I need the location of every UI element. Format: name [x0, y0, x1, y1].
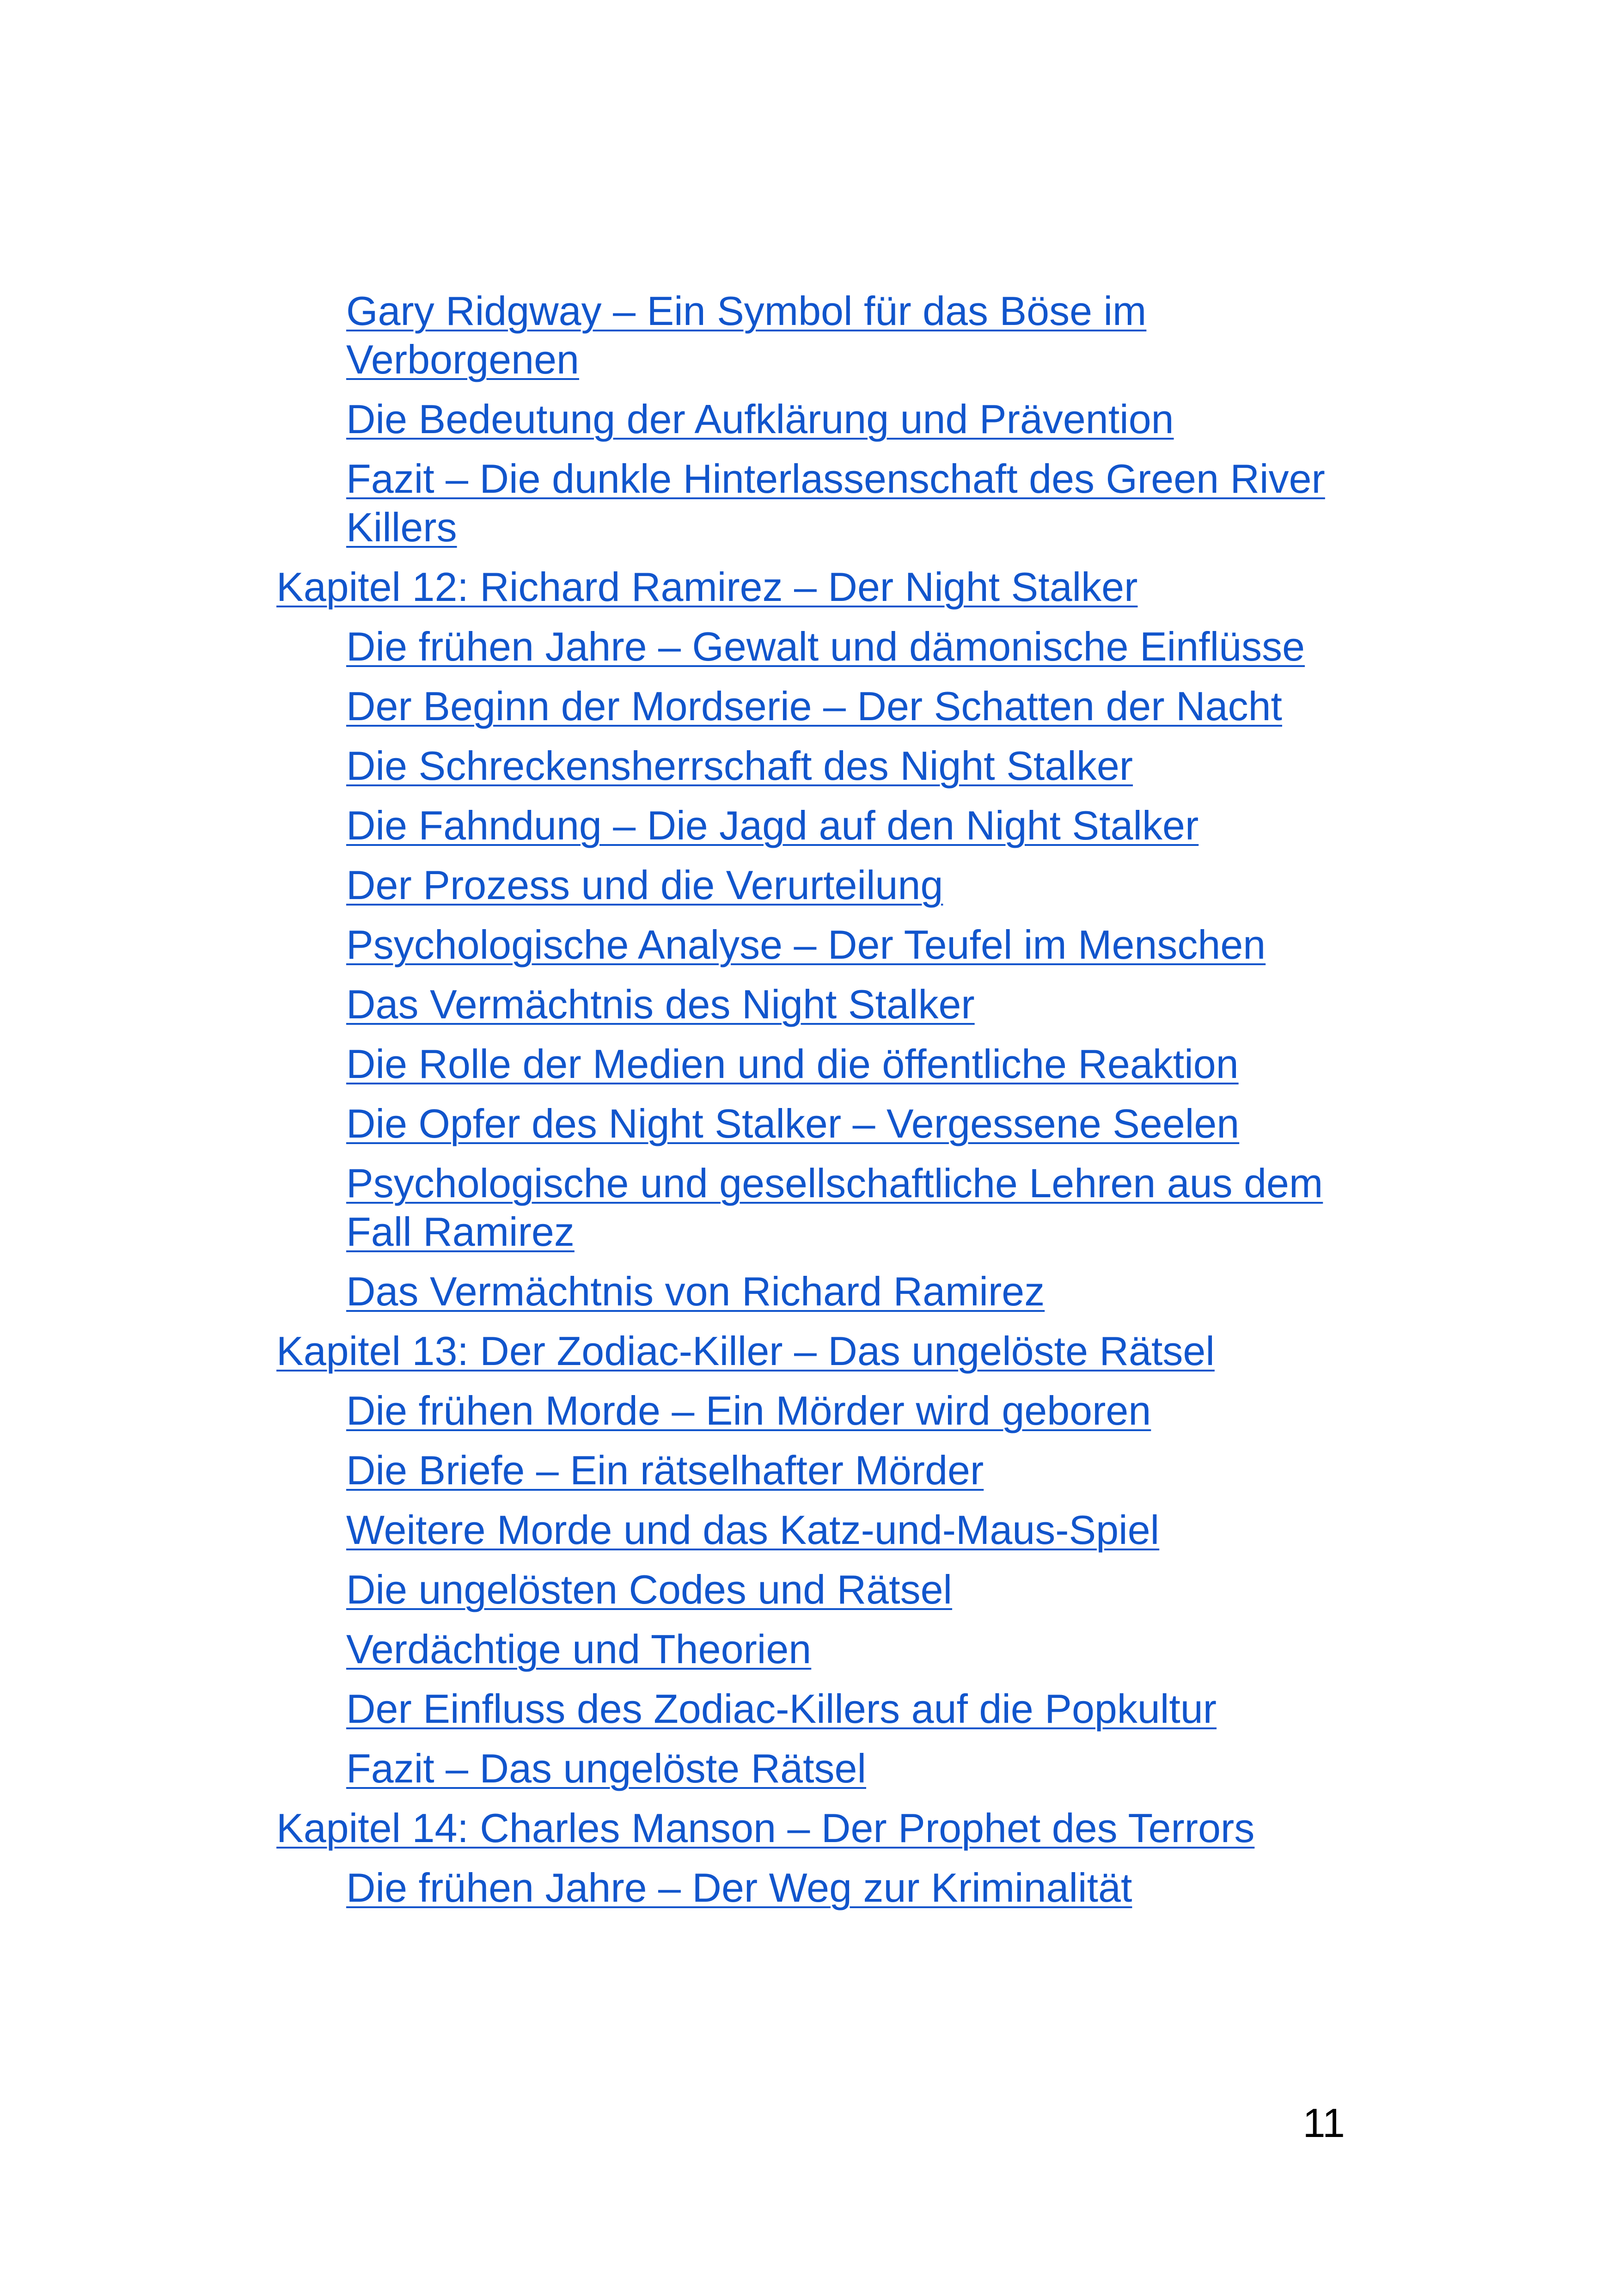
toc-link[interactable]: Fazit – Die dunkle Hinterlassenschaft des Green River Killers — [346, 456, 1325, 550]
toc-entry — [276, 1386, 1376, 1435]
toc-entry — [276, 1744, 1376, 1793]
toc-chapter-link[interactable]: Kapitel 14: Charles Manson – Der Prophet des Terrors — [276, 1805, 1255, 1851]
toc-link[interactable]: Die frühen Jahre – Der Weg zur Kriminalität — [346, 1865, 1132, 1910]
toc-entry — [276, 1099, 1376, 1148]
toc-entry — [276, 1684, 1376, 1733]
toc-entry — [276, 980, 1376, 1029]
toc-chapter-link[interactable]: Kapitel 13: Der Zodiac-Killer – Das ungelöste Rätsel — [276, 1328, 1215, 1374]
toc-chapter-entry — [276, 1804, 1376, 1852]
toc-link[interactable]: Psychologische Analyse – Der Teufel im Menschen — [346, 922, 1266, 967]
toc-entry — [276, 801, 1376, 850]
toc-link[interactable]: Psychologische und gesellschaftliche Lehren aus dem Fall Ramirez — [346, 1160, 1323, 1255]
toc-link[interactable]: Das Vermächtnis von Richard Ramirez — [346, 1268, 1045, 1314]
toc-link[interactable]: Die Bedeutung der Aufklärung und Prävention — [346, 396, 1174, 442]
toc-link[interactable]: Das Vermächtnis des Night Stalker — [346, 981, 975, 1027]
toc-link[interactable]: Die Fahndung – Die Jagd auf den Night Stalker — [346, 802, 1199, 848]
toc-link[interactable]: Weitere Morde und das Katz-und-Maus-Spiel — [346, 1507, 1160, 1553]
toc-entry — [276, 1506, 1376, 1554]
toc-entry — [276, 395, 1376, 443]
toc-link[interactable]: Die Opfer des Night Stalker – Vergessene Seelen — [346, 1101, 1240, 1146]
toc-link[interactable]: Fazit – Das ungelöste Rätsel — [346, 1745, 867, 1791]
toc-entry — [276, 920, 1376, 969]
toc-link[interactable]: Die Schreckensherrschaft des Night Stalker — [346, 743, 1133, 789]
toc-entry — [276, 1863, 1376, 1912]
toc-link[interactable]: Die Briefe – Ein rätselhafter Mörder — [346, 1447, 984, 1493]
toc-link[interactable]: Gary Ridgway – Ein Symbol für das Böse im Verborgenen — [346, 288, 1147, 382]
toc-link[interactable]: Der Beginn der Mordserie – Der Schatten der Nacht — [346, 683, 1282, 729]
toc-entry — [276, 1159, 1376, 1256]
toc-link[interactable]: Die frühen Morde – Ein Mörder wird geboren — [346, 1388, 1151, 1433]
toc-link[interactable]: Die frühen Jahre – Gewalt und dämonische Einflüsse — [346, 624, 1305, 669]
toc-link[interactable]: Verdächtige und Theorien — [346, 1626, 812, 1672]
toc-entry — [276, 682, 1376, 730]
toc-link[interactable]: Der Einfluss des Zodiac-Killers auf die Popkultur — [346, 1686, 1217, 1732]
toc-link[interactable]: Die Rolle der Medien und die öffentliche Reaktion — [346, 1041, 1239, 1087]
table-of-contents — [276, 287, 1376, 1923]
page-number: 11 — [1302, 2100, 1345, 2146]
toc-entry — [276, 741, 1376, 790]
toc-chapter-entry — [276, 563, 1376, 611]
toc-entry — [276, 1267, 1376, 1316]
toc-entry — [276, 287, 1376, 384]
toc-chapter-entry — [276, 1327, 1376, 1375]
toc-entry — [276, 454, 1376, 551]
toc-entry — [276, 1625, 1376, 1673]
toc-entry — [276, 861, 1376, 909]
toc-link[interactable]: Die ungelösten Codes und Rätsel — [346, 1567, 953, 1612]
toc-link[interactable]: Der Prozess und die Verurteilung — [346, 862, 943, 908]
toc-entry — [276, 622, 1376, 671]
toc-entry — [276, 1040, 1376, 1088]
toc-chapter-link[interactable]: Kapitel 12: Richard Ramirez – Der Night Stalker — [276, 564, 1138, 610]
toc-entry — [276, 1446, 1376, 1494]
toc-entry — [276, 1565, 1376, 1614]
